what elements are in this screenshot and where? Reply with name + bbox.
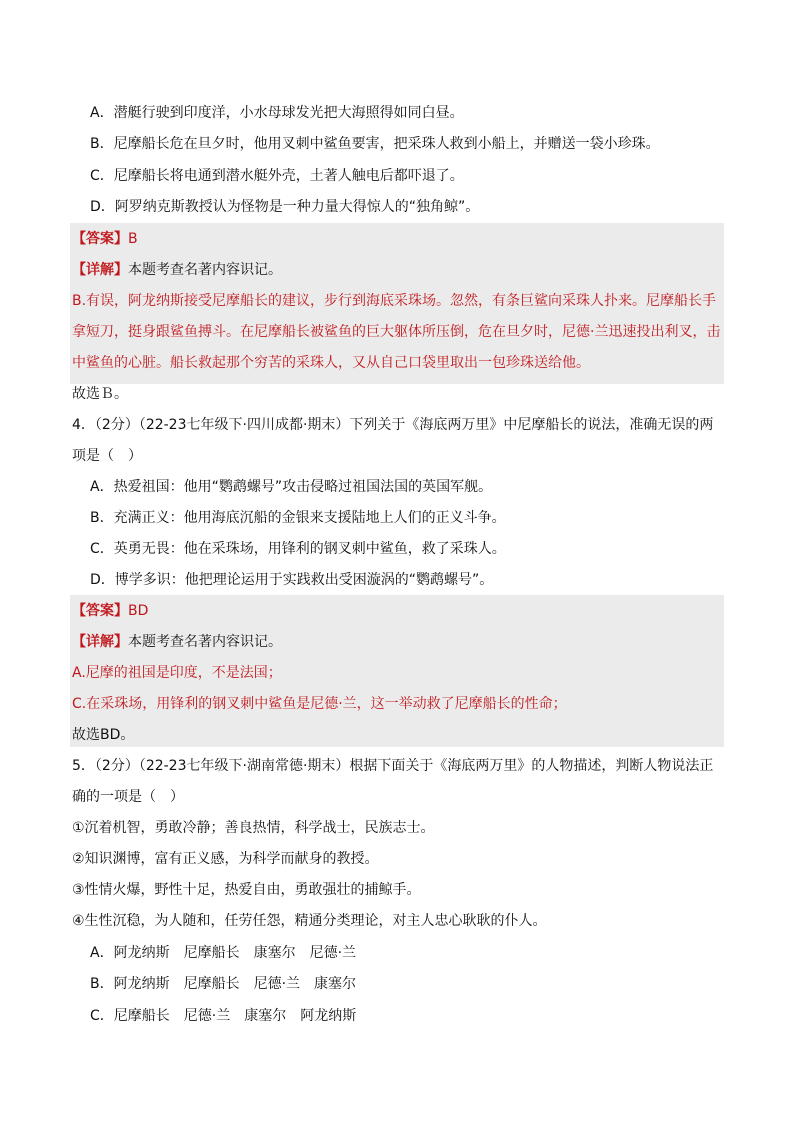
q3-answer: [72, 229, 722, 249]
q3-detail: [72, 260, 722, 280]
detail-intro: 本题考查名著内容识记。: [128, 262, 282, 278]
q3-option-a: A．潜艇行驶到印度洋，小水母球发光把大海照得如同白昼。: [90, 105, 464, 121]
q5-stem-line-2: 确的一项是（ ）: [72, 789, 184, 805]
q4-detail-line-1: A.尼摩的祖国是印度，不是法国；: [72, 665, 282, 681]
detail-label: 【详解】: [72, 262, 128, 278]
answer-label: 【答案】: [72, 231, 128, 247]
q4-option-d: D．博学多识：他把理论运用于实践救出受困漩涡的“鹦鹉螺号”。: [90, 572, 494, 588]
q5-stem-line-1: 5．（2分）（22-23七年级下·湖南常德·期末）根据下面关于《海底两万里》的人物描述，判断人物说法正: [72, 758, 714, 774]
answer-label: 【答案】: [72, 603, 128, 619]
q4-detail: [72, 632, 722, 652]
q4-stem-line-2: 项是（ ）: [72, 448, 142, 464]
q5-option-b: B．阿龙纳斯 尼摩船长 尼德·兰 康塞尔: [90, 976, 357, 992]
q3-detail-line-1: B.有误，阿龙纳斯接受尼摩船长的建议，步行到海底采珠场。忽然，有条巨鲨向采珠人扑来。尼摩船长手: [72, 293, 717, 309]
q4-conclusion: 故选BD。: [72, 727, 135, 743]
detail-label: 【详解】: [72, 634, 128, 650]
q4-option-b: B．充满正义：他用海底沉船的金银来支援陆地上人们的正义斗争。: [90, 510, 506, 526]
q4-detail-line-2: C.在采珠场，用锋利的钢叉刺中鲨鱼是尼德·兰，这一举动救了尼摩船长的性命；: [72, 696, 567, 712]
q5-description-3: ③性情火爆，野性十足，热爱自由，勇敢强壮的捕鲸手。: [72, 882, 421, 898]
q4-stem-line-1: 4．（2分）（22-23七年级下·四川成都·期末）下列关于《海底两万里》中尼摩船长的说法，准确无误的两: [72, 417, 714, 433]
q4-answer: [72, 601, 722, 621]
q3-detail-line-2: 拿短刀，挺身跟鲨鱼搏斗。在尼摩船长被鲨鱼的巨大躯体所压倒，危在旦夕时，尼德·兰迅速投出利叉，击: [72, 324, 721, 340]
q3-conclusion: 故选Ｂ。: [72, 386, 128, 402]
q3-option-b: B．尼摩船长危在旦夕时，他用叉刺中鲨鱼要害，把采珠人救到小船上，并赠送一袋小珍珠。: [90, 136, 660, 152]
q5-option-a: A．阿龙纳斯 尼摩船长 康塞尔 尼德·兰: [90, 945, 357, 961]
q4-option-a: A．热爱祖国：他用“鹦鹉螺号”攻击侵略过祖国法国的英国军舰。: [90, 479, 493, 495]
answer-value: BD: [128, 603, 149, 619]
q3-option-d: D．阿罗纳克斯教授认为怪物是一种力量大得惊人的“独角鲸”。: [90, 199, 480, 215]
answer-value: B: [128, 231, 138, 247]
q5-description-4: ④生性沉稳，为人随和，任劳任怨，精通分类理论，对主人忠心耿耿的仆人。: [72, 913, 547, 929]
q5-description-2: ②知识渊博，富有正义感，为科学而献身的教授。: [72, 851, 379, 867]
q4-option-c: C．英勇无畏：他在采珠场，用锋利的钢叉刺中鲨鱼，救了采珠人。: [90, 541, 506, 557]
q5-option-c: C．尼摩船长 尼德·兰 康塞尔 阿龙纳斯: [90, 1008, 357, 1024]
q5-description-1: ①沉着机智，勇敢冷静；善良热情，科学战士，民族志士。: [72, 820, 435, 836]
detail-intro: 本题考查名著内容识记。: [128, 634, 282, 650]
q3-detail-line-3: 中鲨鱼的心脏。船长救起那个穷苦的采珠人，又从自己口袋里取出一包珍珠送给他。: [72, 355, 590, 371]
q3-option-c: C．尼摩船长将电通到潜水艇外壳，土著人触电后都吓退了。: [90, 168, 464, 184]
